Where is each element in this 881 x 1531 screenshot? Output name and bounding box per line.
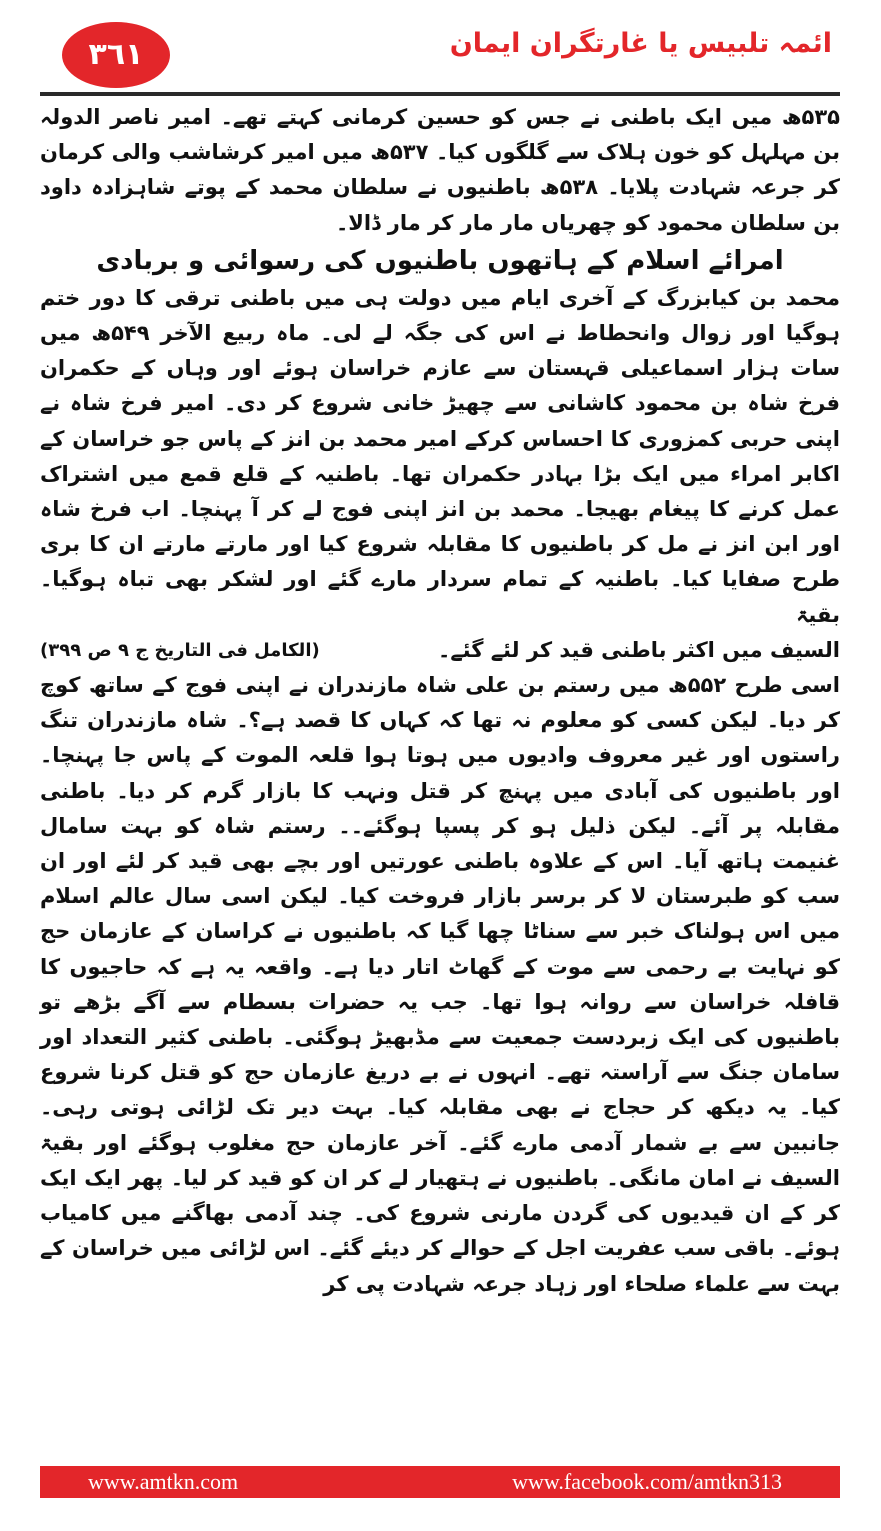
paragraph: ۵۳۵ھ میں ایک باطنی نے جس کو حسین کرمانی کہتے تھے۔ امیر ناصر الدولہ بن مہلہل کو خون ہلاک سے گلگوں کیا۔ ۵۳۷ھ میں امیر کرشاشب والی کرمان کر جرعہ شہادت پلایا۔ ۵۳۸ھ باطنیوں نے سلطان محمد کے پوتے شاہزادہ داود بن سلطان محمود کو چھریاں مار مار کر مار ڈالا۔ <box>40 105 840 235</box>
paragraph: محمد بن کیابزرگ کے آخری ایام میں دولت ہی میں باطنی ترقی کا دور ختم ہوگیا اور زوال وانحطاط نے اس کی جگہ لے لی۔ ماہ ربیع الآخر ۵۴۹ھ میں سات ہزار اسماعیلی قہستان سے عازم خراسان ہوئے اور وہاں کے حکمران فرخ شاہ بن محمود کاشانی سے چھیڑ خانی شروع کر دی۔ امیر فرخ شاہ نے اپنی حربی کمزوری کا احساس کرکے امیر محمد بن انز کے پاس جو خراسان کے اکابر امراء میں ایک بڑا بہادر حکمران تھا۔ باطنیہ کے قلع قمع میں اشتراک عمل کرنے کا پیغام بھیجا۔ محمد بن انز اپنی فوج لے کر آ پہنچا۔ اب فرخ شاہ اور ابن انز نے مل کر باطنیوں کا مقابلہ شروع کیا اور مارتے مارتے ان کا بری طرح صفایا کیا۔ باطنیہ کے تمام سردار مارے گئے اور لشکر بھی تباہ ہوگیا۔ بقیۃ <box>40 285 840 627</box>
book-title: ائمہ تلبیس یا غارتگران ایمان <box>449 28 832 59</box>
page-number-badge: ٣٦١ <box>62 22 170 88</box>
page-body <box>40 100 840 1302</box>
facebook-link[interactable]: www.facebook.com/amtkn313 <box>512 1469 782 1494</box>
website-link[interactable]: www.amtkn.com <box>88 1469 239 1494</box>
citation-line-text: السیف میں اکثر باطنی قید کر لئے گئے۔ <box>438 637 840 662</box>
page-footer <box>40 1466 840 1498</box>
citation-reference: (الکامل فی التاریخ ج ۹ ص ۳۹۹) <box>40 639 320 661</box>
citation-line <box>40 633 840 668</box>
paragraph: اسی طرح ۵۵۲ھ میں رستم بن علی شاہ مازندران نے اپنی فوج کے ساتھ کوچ کر دیا۔ لیکن کسی کو معلوم نہ تھا کہ کہاں کا قصد ہے؟۔ شاہ مازندران تنگ راستوں اور غیر معروف وادیوں میں ہوتا ہوا قلعہ الموت کے پاس جا پہنچا۔ اور باطنیوں کی آبادی میں پہنچ کر قتل ونہب کا بازار گرم کر دیا۔ باطنی مقابلہ پر آئے۔ لیکن ذلیل ہو کر پسپا ہوگئے۔۔ رستم شاہ کو بہت سامال غنیمت ہاتھ آیا۔ اس کے علاوہ باطنی عورتیں اور بچے بھی قید کر لئے اور ان سب کو طبرستان لا کر برسر بازار فروخت کیا۔ لیکن اسی سال عالم اسلام میں اس ہولناک خبر سے سناٹا چھا گیا کہ باطنیوں نے کراسان کے عازمان حج کو نہایت بے رحمی سے موت کے گھاٹ اتار دیا ہے۔ واقعہ یہ ہے کہ حاجیوں کا قافلہ خراسان سے روانہ ہوا تھا۔ جب یہ حضرات بسطام سے آگے بڑھے تو باطنیوں کی ایک زبردست جمعیت سے مڈبھیڑ ہوگئی۔ باطنی کثیر التعداد اور سامان جنگ سے آراستہ تھے۔ انہوں نے بے دریغ عازمان حج کو قتل کرنا شروع کیا۔ یہ دیکھ کر حجاج نے بھی مقابلہ کیا۔ بہت دیر تک لڑائی ہوتی رہی۔ جانبین سے بے شمار آدمی مارے گئے۔ آخر عازمان حج مغلوب ہوگئے اور بقیۃ السیف نے امان مانگی۔ باطنیوں نے ہتھیار لے کر ان کو قید کر لیا۔ پھر ایک ایک کر کے ان قیدیوں کی گردن مارنی شروع کی۔ چند آدمی بھاگنے میں کامیاب ہوئے۔ باقی سب عفریت اجل کے حوالے کر دیئے گئے۔ اس لڑائی میں خراسان کے بہت سے علماء صلحاء اور زہاد جرعہ شہادت پی کر <box>40 673 840 1296</box>
section-heading: امرائے اسلام کے ہاتھوں باطنیوں کی رسوائی و بربادی <box>96 245 784 276</box>
page-header <box>40 18 840 88</box>
header-divider <box>40 92 840 96</box>
